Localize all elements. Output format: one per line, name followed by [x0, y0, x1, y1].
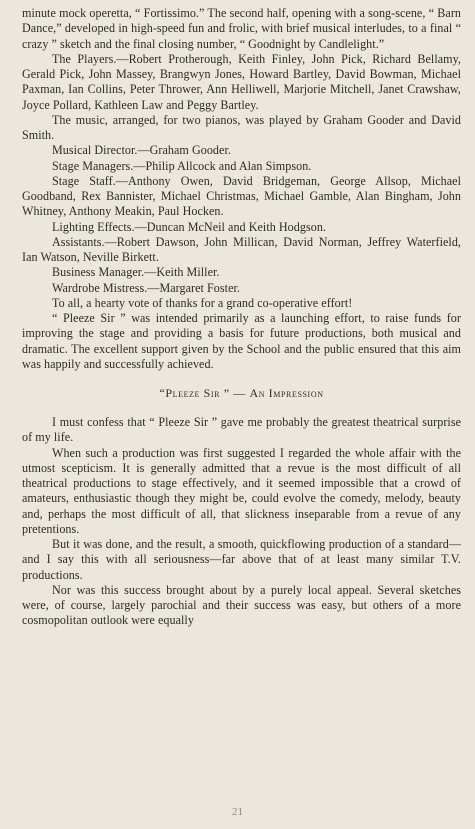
paragraph-wardrobe: Wardrobe Mistress.—Margaret Foster.: [52, 280, 240, 295]
heading-quote-open: “: [159, 386, 166, 400]
paragraph-players: The Players.—Robert Protherough, Keith Finley, John Pick, Richard Bellamy, Gerald Pick, John Massey, Brangwyn Jones, Howard Bartley, David Bowman, Michael Paxman, Ian Collins, Peter Thrower, Ann Helliwell, Marjorie Mitchell, Janet Crawshaw, Joyce Pollard, Kathleen Law and Peggy Bartley.: [22, 51, 461, 112]
section-heading: [22, 386, 461, 401]
paragraph-musical-director: Musical Director.—Graham Gooder.: [52, 143, 231, 158]
heading-subtitle: An Impression: [249, 386, 324, 400]
section-impression: [22, 415, 461, 629]
paragraph: “ Pleeze Sir ” was intended primarily as a launching effort, to raise funds for improving the stage and providing a basis for future productions, both musical and dramatic. The excellent support given by the School and the public ensured that this aim was happily and successfully achieved.: [22, 311, 461, 371]
paragraph: When such a production was first suggested I regarded the whole affair with the utmost scepticism. It is generally admitted that a revue is the most difficult of all theatrical productions to stage effectively, and it seemed impossible that a crowd of amateurs, enthusiastic though they might be, could evolve the comedy, melody, beauty and, perhaps the most difficult of all, that slickness inseparable from a revue of any pretentions.: [22, 445, 461, 536]
paragraph-lighting: Lighting Effects.—Duncan McNeil and Keith Hodgson.: [52, 219, 326, 234]
paragraph-stage-staff: Stage Staff.—Anthony Owen, David Bridgeman, George Allsop, Michael Goodband, Rex Bannister, Michael Christmas, Michael Gamble, Alan Bingham, John Whitney, Anthony Meakin, Paul Hocken.: [22, 173, 461, 219]
paragraph-assistants: Assistants.—Robert Dawson, John Millican, David Norman, Jeffrey Waterfield, Ian Watson, Neville Birkett.: [22, 234, 461, 264]
section-revue-credits: [22, 6, 461, 372]
page-number: 21: [232, 806, 243, 818]
heading-title: Pleeze Sir: [165, 386, 221, 400]
paragraph: But it was done, and the result, a smooth, quickflowing production of a standard—and I say this with all seriousness—far above that of at least many similar T.V. productions.: [22, 537, 461, 582]
paragraph: I must confess that “ Pleeze Sir ” gave me probably the greatest theatrical surprise of my life.: [22, 415, 461, 445]
paragraph: The music, arranged, for two pianos, was played by Graham Gooder and David Smith.: [22, 112, 461, 142]
paragraph: Nor was this success brought about by a purely local appeal. Several sketches were, of course, largely parochial and their success was easy, but others of a more cosmopolitan outlook were equally: [22, 582, 461, 628]
paragraph: minute mock operetta, “ Fortissimo.” The second half, opening with a song-scene, “ Barn Dance,” developed in high-speed fun and frolic, with brief musical interludes, to a final “ crazy ” sketch and the final closing number, “ Goodnight by Candlelight.”: [22, 6, 461, 51]
heading-quote-close: ” —: [220, 386, 250, 400]
paragraph-business-manager: Business Manager.—Keith Miller.: [52, 265, 220, 280]
paragraph-thanks: To all, a hearty vote of thanks for a grand co-operative effort!: [52, 295, 353, 310]
paragraph-stage-managers: Stage Managers.—Philip Allcock and Alan Simpson.: [52, 158, 312, 173]
